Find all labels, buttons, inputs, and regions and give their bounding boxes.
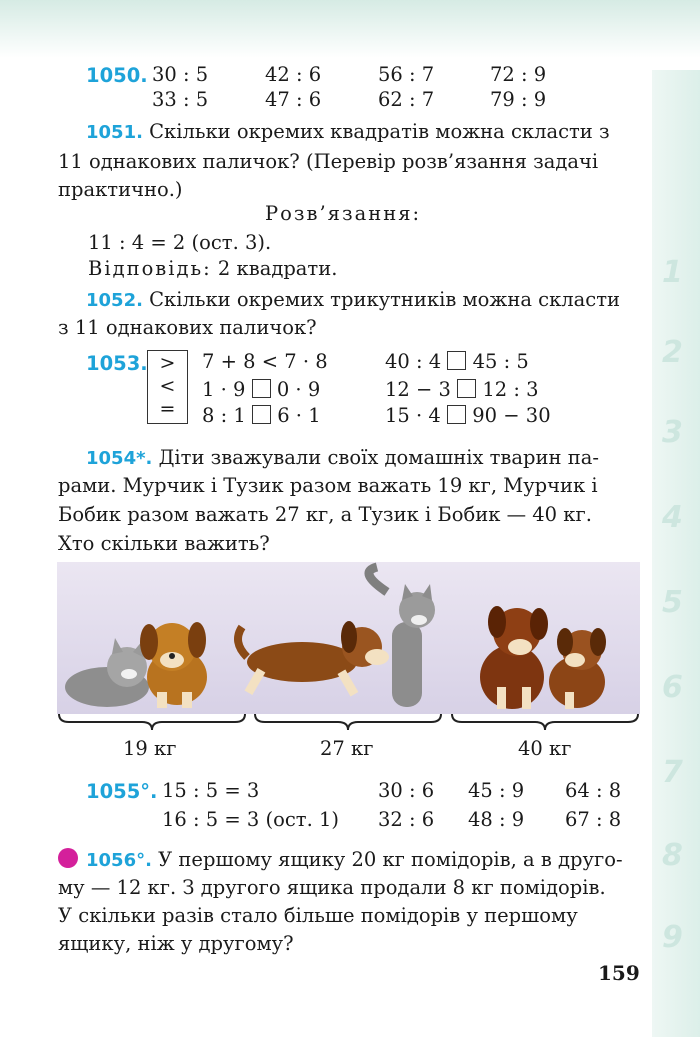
text-line: практично.) bbox=[58, 178, 183, 201]
sign: = bbox=[159, 398, 176, 420]
exercise-number: 1053. bbox=[86, 352, 148, 375]
exercise-number: 1056°. bbox=[86, 850, 152, 871]
expression: 42 : 6 bbox=[265, 63, 322, 86]
task-text: У першому ящику 20 кг помідорів, а в друго- bbox=[158, 848, 623, 871]
chapter-sidebar bbox=[652, 70, 700, 1037]
weight-brace bbox=[450, 712, 640, 734]
expression: 16 : 5 = 3 (ост. 1) bbox=[162, 808, 339, 831]
sign: < bbox=[159, 375, 176, 397]
right-expr: 90 − 30 bbox=[472, 404, 551, 427]
weight-label: 27 кг bbox=[320, 737, 374, 760]
left-expr: 12 − 3 bbox=[385, 378, 451, 401]
text-line: Бобик разом важать 27 кг, а Тузик і Бобик — 40 кг. bbox=[58, 503, 592, 526]
expression: 48 : 9 bbox=[468, 808, 525, 831]
text-line: з 11 однакових паличок? bbox=[58, 316, 317, 339]
text-line: рами. Мурчик і Тузик разом важать 19 кг, Мурчик і bbox=[58, 474, 598, 497]
blank-box bbox=[447, 351, 466, 370]
text-line bbox=[58, 285, 640, 316]
side-tab: 2 bbox=[662, 335, 683, 370]
side-tab: 5 bbox=[662, 585, 683, 620]
task-text: Діти зважували своїх домашніх тварин па- bbox=[158, 446, 599, 469]
blank-box bbox=[252, 379, 271, 398]
pets-illustration bbox=[57, 562, 640, 714]
answer-label: Відповідь: bbox=[88, 257, 212, 280]
solution-title: Розв’язання: bbox=[265, 202, 422, 225]
comparison bbox=[202, 378, 320, 401]
sign: > bbox=[159, 352, 176, 374]
side-tab: 1 bbox=[662, 255, 683, 290]
text-line: Хто скільки важить? bbox=[58, 532, 270, 555]
left-expr: 1 · 9 bbox=[202, 378, 246, 401]
answer-line bbox=[88, 257, 337, 280]
text-line: 11 однакових паличок? (Перевір розв’язання задачі bbox=[58, 150, 599, 173]
comparison bbox=[385, 404, 551, 427]
expression: 67 : 8 bbox=[565, 808, 622, 831]
text-line bbox=[58, 117, 640, 148]
expression: 32 : 6 bbox=[378, 808, 435, 831]
side-tab: 3 bbox=[662, 415, 683, 450]
exercise-number: 1050. bbox=[86, 64, 148, 87]
blank-box bbox=[457, 379, 476, 398]
side-tab: 7 bbox=[662, 755, 683, 790]
expression: 15 : 5 = 3 bbox=[162, 779, 260, 802]
right-expr: 45 : 5 bbox=[472, 350, 529, 373]
left-expr: 8 : 1 bbox=[202, 404, 246, 427]
right-expr: 6 · 1 bbox=[277, 404, 321, 427]
task-text: Скільки окремих квадратів можна скласти з bbox=[149, 120, 610, 143]
comparison bbox=[385, 350, 529, 373]
answer-text: 2 квадрати. bbox=[217, 257, 338, 280]
expression: 79 : 9 bbox=[490, 88, 547, 111]
side-tab: 6 bbox=[662, 670, 683, 705]
weight-label: 40 кг bbox=[518, 737, 572, 760]
task-text: Скільки окремих трикутників можна скласти bbox=[149, 288, 620, 311]
solution-line: 11 : 4 = 2 (ост. 3). bbox=[88, 231, 272, 254]
weight-label: 19 кг bbox=[123, 737, 177, 760]
text-line: ящику, ніж у другому? bbox=[58, 932, 294, 955]
side-tab: 4 bbox=[662, 500, 683, 535]
exercise-number: 1054*. bbox=[86, 448, 153, 469]
expression: 64 : 8 bbox=[565, 779, 622, 802]
right-expr: 0 · 9 bbox=[276, 378, 321, 401]
expression: 72 : 9 bbox=[490, 63, 547, 86]
left-expr: 15 · 4 bbox=[385, 404, 441, 427]
left-expr: 40 : 4 bbox=[385, 350, 442, 373]
exercise-number: 1055°. bbox=[86, 780, 158, 803]
expression: 45 : 9 bbox=[468, 779, 525, 802]
comparison bbox=[385, 378, 539, 401]
right-expr: 12 : 3 bbox=[482, 378, 539, 401]
page-number: 159 bbox=[598, 961, 640, 985]
weight-brace bbox=[253, 712, 443, 734]
expression: 30 : 5 bbox=[152, 63, 209, 86]
exercise-number: 1052. bbox=[86, 290, 143, 311]
expression: 62 : 7 bbox=[378, 88, 435, 111]
comparison bbox=[202, 404, 321, 427]
expression: 47 : 6 bbox=[265, 88, 322, 111]
expression: 33 : 5 bbox=[152, 88, 209, 111]
text-line: му — 12 кг. З другого ящика продали 8 кг помідорів. bbox=[58, 876, 606, 899]
expression: 30 : 6 bbox=[378, 779, 435, 802]
comparison: 7 + 8 < 7 · 8 bbox=[202, 350, 328, 373]
dog-icon bbox=[549, 628, 606, 709]
text-line: У скільки разів стало більше помідорів у першому bbox=[58, 904, 578, 927]
side-tab: 9 bbox=[662, 920, 683, 955]
top-band bbox=[0, 0, 700, 58]
comparison-signs-box bbox=[147, 350, 188, 424]
blank-box bbox=[252, 405, 271, 424]
side-tab: 8 bbox=[662, 838, 683, 873]
exercise-number: 1051. bbox=[86, 122, 143, 143]
text-line bbox=[58, 845, 640, 876]
weight-brace bbox=[57, 712, 247, 734]
expression: 56 : 7 bbox=[378, 63, 435, 86]
text-line bbox=[58, 443, 640, 474]
blank-box bbox=[447, 405, 466, 424]
